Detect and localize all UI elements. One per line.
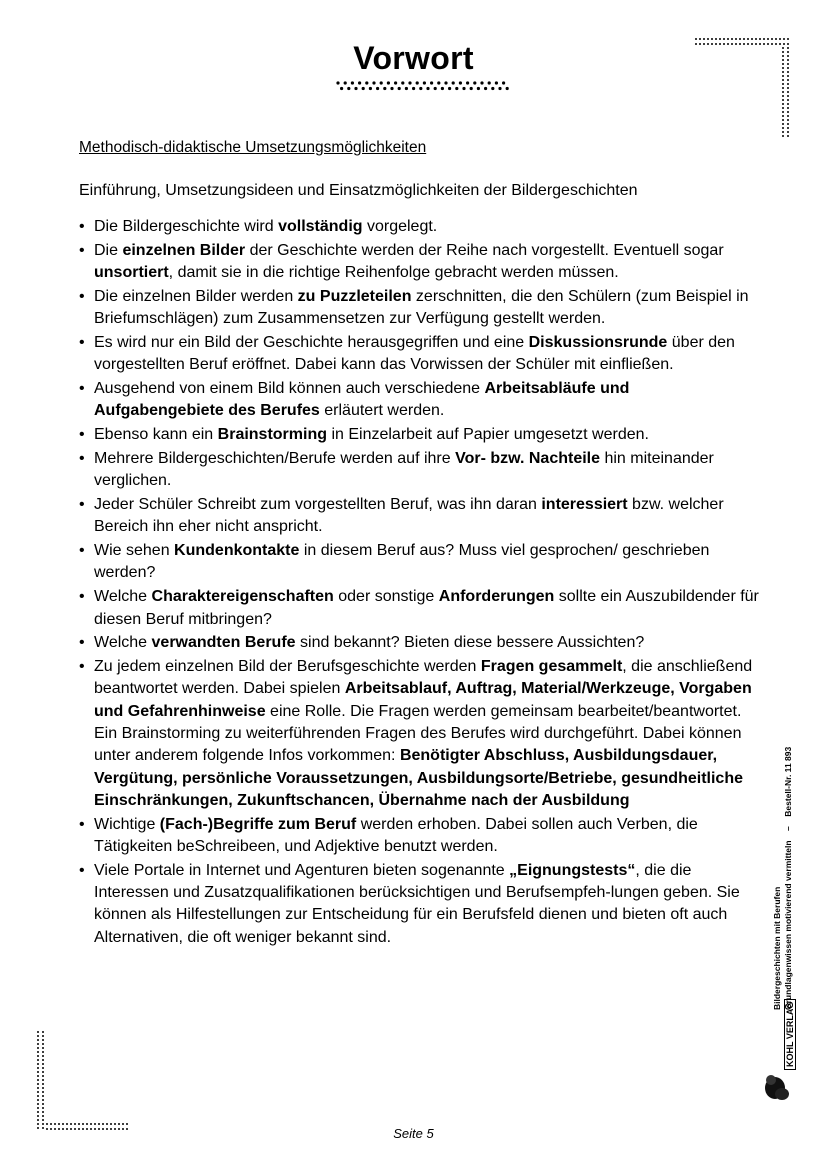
page-number: Seite 5 [393,1126,434,1141]
intro-text: Einführung, Umsetzungsideen und Einsatzmöglichkeiten der Bildergeschichten [79,182,638,199]
title-underline-dots [334,80,512,92]
text-segment: Welche [94,588,152,606]
list-item [79,656,759,812]
method-list [79,216,759,951]
text-segment: Zu jedem einzelnen Bild der Berufsgeschichte werden [94,658,481,676]
list-item [79,332,759,377]
text-segment: Welche [94,634,152,652]
emphasis: Arbeitsabläufe und Aufgabengebiete des Berufes [94,380,630,420]
list-item [79,378,759,423]
text-segment: Ausgehend von einem Bild können auch verschiedene [94,380,485,398]
text-segment: Jeder Schüler Schreibt zum vorgestellten Beruf, was ihn daran [94,496,542,514]
text-segment: Es wird nur ein Bild der Geschichte herausgegriffen und eine [94,333,529,351]
text-segment: sind bekannt? Bieten diese bessere Aussichten? [295,634,645,652]
text-segment: in Einzelarbeit auf Papier umgesetzt werden. [327,426,649,444]
text-segment: Ebenso kann ein [94,426,218,444]
text-segment: , die die Interessen und Zusatzqualifikationen berücksichtigen und Berufsempfeh-lungen geben. Sie können als Hilfestellungen zur Entscheidung für ein Berufsfeld dienen und bieten oft auch Alternativen, die oft weniger bekannt sind. [94,861,740,946]
separator: – [783,826,793,831]
book-title: Bildergeschichten mit Berufen [772,886,782,1010]
emphasis: Fragen gesammelt [480,658,623,676]
text-segment: in diesem Beruf aus? Muss viel gesprochen/ geschrieben werden? [94,542,710,582]
text-segment: werden erhoben. Dabei sollen auch Verben, die Tätigkeiten beSchreibeen, und Adjektive benutzt werden. [94,815,698,856]
page-title: Vorwort [353,40,474,76]
order-number: Bestell-Nr. 11 893 [783,746,793,817]
emphasis: (Fach-)Begriffe zum Beruf [159,815,357,833]
side-imprint [772,650,794,1010]
text-segment: , die anschließend beantwortet werden. Dabei spielen [94,658,753,698]
text-segment: bzw. welcher Bereich ihn eher nicht anspricht. [94,496,724,536]
text-segment: hin miteinander verglichen. [94,449,714,490]
list-item [79,240,759,285]
emphasis: verwandten Berufe [151,634,296,652]
text-segment: oder sonstige [333,588,439,606]
list-item [79,814,759,859]
emphasis: Charaktereigenschaften [151,588,334,606]
text-segment: der Geschichte werden der Reihe nach vorgestellt. Eventuell sogar [245,241,724,259]
emphasis: Anforderungen [438,588,555,606]
list-item [79,286,759,331]
book-subtitle: Grundlagenwissen motivierend vermitteln [783,840,793,1010]
list-item [79,586,759,631]
text-segment: Mehrere Bildergeschichten/Berufe werden auf ihre [94,449,456,467]
text-segment: Die [94,241,123,259]
text-segment: über den vorgestellten Beruf eröffnet. Dabei kann das Vorwissen der Schüler mit einfließen. [94,333,735,374]
publisher-name: KOHL VERLAG [784,999,796,1070]
text-segment: Die einzelnen Bilder werden [94,287,298,305]
text-segment: Die Bildergeschichte wird [94,218,279,235]
text-segment: vorgelegt. [362,218,438,235]
list-item [79,448,759,493]
emphasis: einzelnen Bilder [122,241,246,259]
publisher-logo-icon [762,1008,804,1108]
text-segment: sollte ein Auszubildender für diesen Beruf mitbringen? [94,588,759,628]
text-segment: zerschnitten, die den Schülern (zum Beispiel in Briefumschlägen) zum Zusammensetzen zur Verfügung gestellt werden. [94,287,749,328]
emphasis: „Eignungstests“ [509,861,636,879]
text-segment: , damit sie in die richtige Reihenfolge gebracht werden müssen. [168,264,619,282]
emphasis: vollständig [278,218,363,235]
text-segment: Viele Portale in Internet und Agenturen bieten sogenannte [94,861,510,879]
list-item [79,632,759,654]
list-item [79,216,759,238]
corner-ornament-bottom-left [34,1028,134,1132]
text-segment: Wie sehen [94,542,175,560]
list-item [79,424,759,446]
emphasis: interessiert [541,496,628,514]
corner-ornament-top-right [692,36,792,140]
list-item [79,494,759,539]
emphasis: zu Puzzleteilen [297,287,412,305]
list-item [79,860,759,949]
emphasis: Benötigter Abschluss, Ausbildungsdauer, Vergütung, persönliche Voraussetzungen, Ausbildungsorte/Betriebe, gesundheitliche Einschränkungen, Zukunftschancen, Übernahme nach der Ausbildung [94,747,743,809]
emphasis: Diskussionsrunde [528,333,668,351]
text-segment: Wichtige [94,815,160,833]
emphasis: Brainstorming [217,426,327,444]
emphasis: Kundenkontakte [174,542,300,560]
text-segment: eine Rolle. Die Fragen werden gemeinsam bearbeitet/beantwortet. Ein Brainstorming zu weiterführenden Fragen des Berufes wird durchgeführt. Dabei können unter anderem folgende Infos vorkommen: [94,702,742,765]
list-item [79,540,759,585]
emphasis: Arbeitsablauf, Auftrag, Material/Werkzeuge, Vorgaben und Gefahrenhinweise [94,680,752,720]
emphasis: Vor- bzw. Nachteile [455,449,601,467]
emphasis: unsortiert [94,264,169,282]
section-subheading: Methodisch-didaktische Umsetzungsmöglichkeiten [79,139,427,156]
text-segment: erläutert werden. [319,402,445,420]
